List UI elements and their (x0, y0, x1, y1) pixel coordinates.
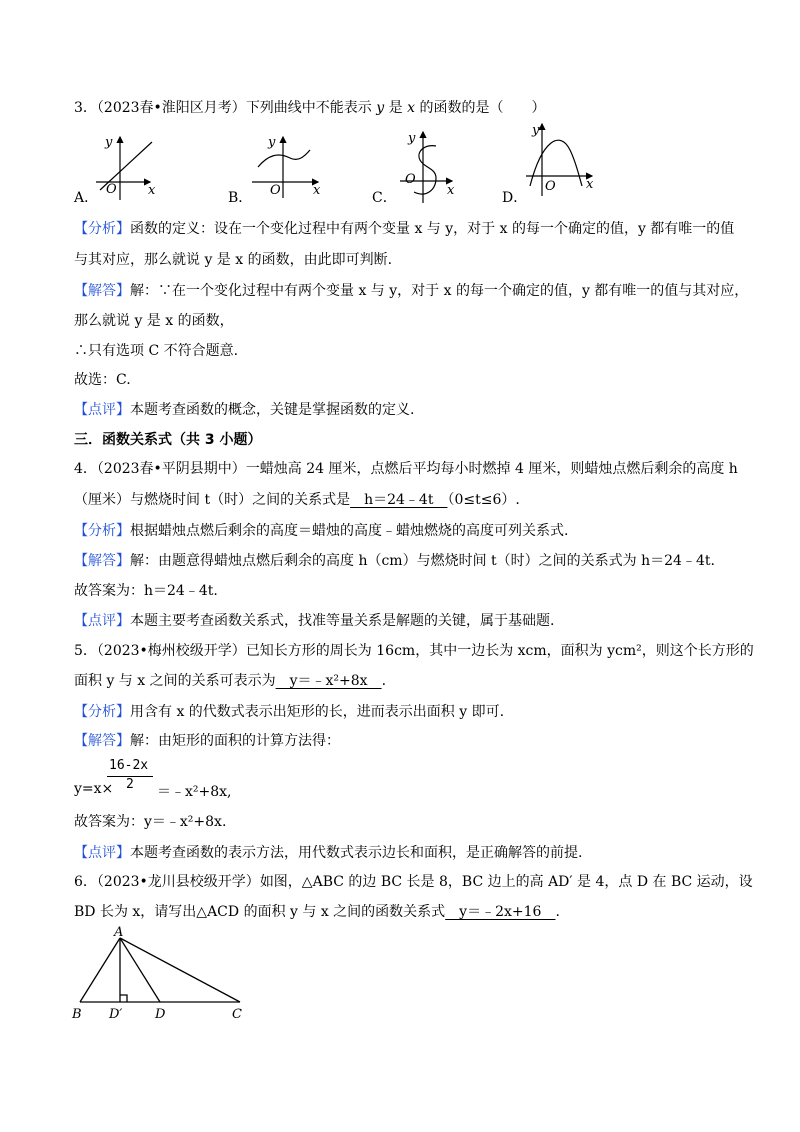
graph-b-origin: O (270, 183, 281, 198)
q5-solution-line1 (74, 731, 340, 751)
graph-b-x-label: x (313, 183, 321, 198)
q4-number: 4． (74, 461, 97, 477)
analysis-tag: 【分析】 (74, 221, 130, 237)
graph-d-origin: O (545, 179, 556, 194)
q5-fraction-denominator: 2 (126, 777, 134, 792)
q3-stem-c: 的函数的是（ ） (415, 100, 546, 116)
q4-line1 (74, 459, 738, 479)
section-title: 三．函数关系式（共 3 小题） (74, 432, 262, 448)
label-a: A (114, 925, 124, 940)
q4-solution-text: 解：由题意得蜡烛点燃后剩余的高度 h（cm）与燃烧时间 t（时）之间的关系式为 h＝24﹣4t. (130, 553, 715, 569)
q3-analysis-line2: 与其对应，那么就说 y 是 x 的函数，由此即可判断. (74, 252, 393, 268)
q5-answer: y＝﹣x²+8x (275, 673, 382, 689)
q4-comment-text: 本题主要考查函数关系式，找准等量关系是解题的关键，属于基础题. (130, 613, 555, 629)
graph-c-origin: O (405, 172, 416, 187)
q3-analysis-text: 函数的定义：设在一个变化过程中有两个变量 x 与 y，对于 x 的每一个确定的值，y 都有唯一的值 (130, 221, 735, 237)
q3-stem-b: 是 (384, 100, 408, 116)
comment-tag: 【点评】 (74, 613, 130, 629)
graph-d-x-label: x (586, 177, 594, 192)
q5-analysis-text: 用含有 x 的代数式表示出矩形的长，进而表示出面积 y 即可. (130, 704, 505, 720)
label-b: B (72, 1007, 82, 1022)
graph-b (252, 137, 318, 198)
q4-line2 (74, 490, 520, 510)
option-d-label[interactable]: D． (502, 190, 528, 206)
solution-tag: 【解答】 (74, 283, 130, 299)
q4-line1-text: 一蜡烛高 24 厘米，点燃后平均每小时燃掉 4 厘米，则蜡烛点燃后剩余的高度 h (245, 461, 738, 477)
solution-tag: 【解答】 (74, 553, 130, 569)
q4-comment (74, 611, 554, 631)
analysis-tag: 【分析】 (74, 704, 130, 720)
q3-solution-line1 (74, 281, 748, 301)
graph-a-y-label: y (105, 135, 113, 150)
comment-tag: 【点评】 (74, 845, 130, 861)
q6-source: （2023•龙川县校级开学） (96, 874, 260, 890)
q4-answer: h＝24﹣4t (350, 492, 448, 508)
q5-fraction-rhs: ＝﹣x²+8x, (157, 784, 232, 800)
label-c: C (232, 1007, 242, 1022)
analysis-tag: 【分析】 (74, 523, 130, 539)
q5-analysis (74, 702, 504, 722)
option-b-label[interactable]: B． (228, 190, 253, 206)
graph-c-x-label: x (447, 183, 455, 198)
side-ac (120, 938, 240, 1002)
q3-option-graphs (0, 120, 800, 210)
q3-solution-text: 解：∵在一个变化过程中有两个变量 x 与 y，对于 x 的每一个确定的值，y 都有唯一的值与其对应， (130, 283, 749, 299)
comment-tag: 【点评】 (74, 402, 130, 418)
q5-fraction-numerator: 16-2x (109, 758, 149, 773)
q4-solution-line2: 故答案为：h＝24﹣4t. (74, 583, 218, 599)
label-d-prime: D′ (109, 1007, 123, 1022)
q3-solution-line4: 故选：C. (74, 372, 131, 388)
q5-solution-line3: 故答案为：y＝﹣x²+8x. (74, 814, 227, 830)
q5-fraction-lhs: y=x× (74, 781, 114, 797)
q5-comment-text: 本题考查函数的表示方法，用代数式表示边长和面积，是正确解答的前提. (130, 845, 583, 861)
q3-solution-line2: 那么就说 y 是 x 的函数， (74, 313, 234, 329)
q6-line1-text: 如图，△ABC 的边 BC 长是 8，BC 边上的高 AD′ 是 4，点 D 在 BC 运动，设 (259, 874, 753, 890)
q5-line1 (74, 641, 754, 661)
q3-comment-text: 本题考查函数的概念，关键是掌握函数的定义. (130, 402, 415, 418)
q5-line2-a: 面积 y 与 x 之间的关系可表示为 (74, 673, 276, 689)
q5-line2 (74, 671, 386, 691)
graph-a-x-label: x (148, 183, 156, 198)
side-ab (80, 938, 120, 1002)
q3-comment (74, 400, 414, 420)
q3-analysis-line1 (74, 219, 734, 239)
q4-line2-a: （厘米）与燃烧时间 t（时）之间的关系式是 (74, 492, 351, 508)
q6-triangle-figure (0, 925, 800, 1025)
q6-line2-b: . (555, 904, 560, 920)
option-a-label[interactable]: A． (74, 190, 99, 206)
q3-var-x: x (407, 100, 415, 116)
label-d: D (155, 1007, 166, 1022)
q3-stem (74, 98, 545, 118)
q3-source: （2023春•淮阳区月考） (96, 100, 246, 116)
q5-comment (74, 843, 582, 863)
q5-solution-text: 解：由矩形的面积的计算方法得： (130, 733, 340, 749)
q4-line2-b: （0≤t≤6）. (447, 492, 520, 508)
q5-source: （2023•梅州校级开学） (96, 643, 246, 659)
q5-line2-b: . (381, 673, 387, 689)
option-c-label[interactable]: C． (372, 190, 397, 206)
q6-line2 (74, 902, 560, 922)
q5-line1-text: 已知长方形的周长为 16cm，其中一边长为 xcm，面积为 ycm²，则这个长方形的 (245, 643, 754, 659)
q4-analysis (74, 521, 568, 541)
graph-b-y-label: y (268, 135, 276, 150)
q6-number: 6． (74, 874, 97, 890)
right-angle-mark (120, 995, 127, 1002)
graph-a-origin: O (106, 182, 117, 197)
q3-solution-line3: ∴只有选项 C 不符合题意. (74, 343, 239, 359)
graph-d-y-label: y (532, 123, 540, 138)
q3-var-y: y (376, 100, 385, 116)
q3-number: 3． (74, 100, 97, 116)
q5-number: 5． (74, 643, 97, 659)
q6-answer: y＝﹣2x+16 (445, 904, 556, 920)
q4-analysis-text: 根据蜡烛点燃后剩余的高度＝蜡烛的高度﹣蜡烛燃烧的高度可列关系式. (130, 523, 569, 539)
graph-c-y-label: y (408, 131, 416, 146)
q4-solution-line1 (74, 551, 715, 571)
q4-source: （2023春•平阴县期中） (96, 461, 246, 477)
q6-line2-a: BD 长为 x，请写出△ACD 的面积 y 与 x 之间的函数关系式 (74, 904, 446, 920)
q3-stem-a: 下列曲线中不能表示 (245, 100, 377, 116)
q6-line1 (74, 872, 753, 892)
solution-tag: 【解答】 (74, 733, 130, 749)
segment-ad (120, 938, 160, 1002)
